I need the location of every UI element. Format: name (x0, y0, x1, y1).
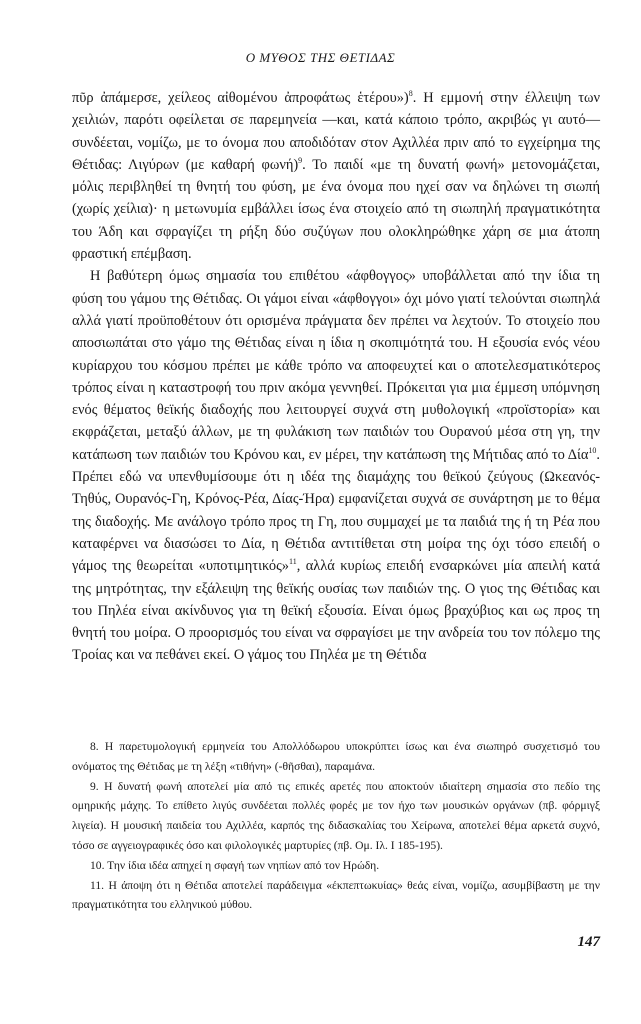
footnotes (72, 737, 600, 915)
footnote-ref-8: 8 (408, 89, 413, 99)
footnote-ref-9: 9 (298, 156, 303, 166)
running-head: Ο ΜΥΘΟΣ ΤΗΣ ΘΕΤΙΔΑΣ (245, 50, 396, 65)
paragraph-2-text-a: Η βαθύτερη όμως σημασία του επιθέτου «άφθογγος» υποβάλλεται από την ίδια τη φύση του γάμου της Θέτιδας. Οι γάμοι είναι «άφθογγοι» όχι μόνο γιατί τελούνται σιωπηλά αλλά γιατί προϋποθέτουν ότι ορισμένα πράγματα δεν πρέπει να λεχτούν. Το στοιχείο που αποσιωπάται στο γάμο της Θέτιδας είναι η ίδια η σκοπιμότητά του. Η εξουσία ενός νέου κυρίαρχου του κόσμου πρέπει με κάθε τρόπο να αποφευχτεί και ο αποτελεσματικότερος τρόπος είναι η καταστροφή του πριν ακόμα γεννηθεί. Πρόκειται για μια έμμεση υπόμνηση ενός θέματος θεϊκής διαδοχής που λειτουργεί συχνά στη μυθολογική «προϊστορία» και εκφράζεται, μεταξύ άλλων, με τη φυλάκιση των παιδιών του Ουρανού μέσα στη γη, την κατάπωση των παιδιών του Κρόνου και, εν μέρει, την κατάπωση της Μήτιδας από το Δία (72, 268, 600, 463)
footnote-ref-10: 10 (588, 445, 597, 455)
paragraph-1-text-b: . Η εμμονή στην έλλειψη των χειλιών, παρότι οφείλεται σε παρεμηνεία —και, κατά κάποιο τρόπο, ακριβώς γι αυτό— συνδέεται, νομίζω, με το όνομα που αποδιδόταν στον Αχιλλέα πριν από το εγχείρημα της Θέτιδας: Λιγύρων (με καθαρή φωνή) (72, 90, 600, 173)
paragraph-1-text-c: . Το παιδί «με τη δυνατή φωνή» μετονομάζεται, μόλις περιβληθεί τη θνητή του φύση, με ένα όνομα που ηχεί σαν να δηλώνει τη σιωπή (χωρίς χείλια)· η μετωνυμία εμβάλλει ίσως ένα στοιχείο από τη σιωπηλή πραγματικότητα του Άδη και σφραγίζει τη ρήξη δύο συζύγων που ολοκληρώθηκε χάρη σε μια άτοπη φραστική επέμβαση. (72, 156, 600, 263)
paragraph-2-text-c: , αλλά κυρίως επειδή ενσαρκώνει μία απειλή κατά της μητρότητας, την εξάλειψη της θεϊκής ουσίας των παιδιών της. Ο γιος της Θέτιδας και του Πηλέα είναι ακίνδυνος για τη θεϊκή εξουσία. Είναι όμως βραχύβιος και ως προς τη θνητή του μοίρα. Ο προορισμός του είναι να σφραγίσει με την ανδρεία του τον πόλεμο της Τροίας και να πεθάνει εκεί. Ο γάμος του Πηλέα με τη Θέτιδα (72, 558, 600, 664)
footnote-9: 9. Η δυνατή φωνή αποτελεί μία από τις επικές αρετές που αποκτούν ιδιαίτερη σημασία στο πεδίο της ομηρικής μάχης. Το επίθετο λιγύς συνδέεται πολλές φορές με τον ήχο των μουσικών οργάνων (πβ. φόρμιγξ λιγεία). Η μουσική παιδεία του Αχιλλέα, καρπός της διδασκαλίας του Χείρωνα, αποτελεί θέμα αρκετά συχνό, τόσο σε αγγειογραφικές όσο και φιλολογικές μαρτυρίες (πβ. Ομ. Ιλ. Ι 185-195). (72, 779, 600, 852)
body-text (72, 87, 600, 667)
paragraph-2 (72, 265, 600, 666)
footnote-ref-11: 11 (288, 557, 297, 567)
footnote-10: 10. Την ίδια ιδέα απηχεί η σφαγή των νηπίων από τον Ηρώδη. (90, 858, 380, 872)
paragraph-1 (72, 87, 600, 265)
paragraph-1-text-a: πῦρ ἀπάμερσε, χείλεος αἰθομένου ἀπροφάτως ἑτέρου») (72, 90, 409, 106)
page-number: 147 (577, 934, 600, 950)
footnote-11: 11. Η άποψη ότι η Θέτιδα αποτελεί παράδειγμα «έκπεπτωκυίας» θεάς είναι, νομίζω, ασυμβίβαστη με την πραγματικότητα του ελληνικού μύθου. (72, 878, 600, 912)
footnote-8: 8. Η παρετυμολογική ερμηνεία του Απολλόδωρου υποκρύπτει ίσως και ένα σιωπηρό συσχετισμό του ονόματος της Θέτιδας με τη λέξη «τιθήνη» (-θῆσθαι), παραμάνα. (72, 740, 600, 773)
paragraph-2-text-b: . Πρέπει εδώ να υπενθυμίσουμε ότι η ιδέα της διαμάχης του θεϊκού ζεύγους (Ωκεανός-Τηθύς, Ουρανός-Γη, Κρόνος-Ρέα, Δίας-Ήρα) εμφανίζεται συχνά σε συνάρτηση με το θέμα της διαδοχής. Με ανάλογο τρόπο προς τη Γη, που συμμαχεί με τα παιδιά της ή τη Ρέα που καταφέρνει να διασώσει το Δία, η Θέτιδα αντιτίθεται στη μοίρα της όχι τόσο επειδή ο γάμος της θεωρείται «υποτιμητικός» (72, 446, 600, 575)
